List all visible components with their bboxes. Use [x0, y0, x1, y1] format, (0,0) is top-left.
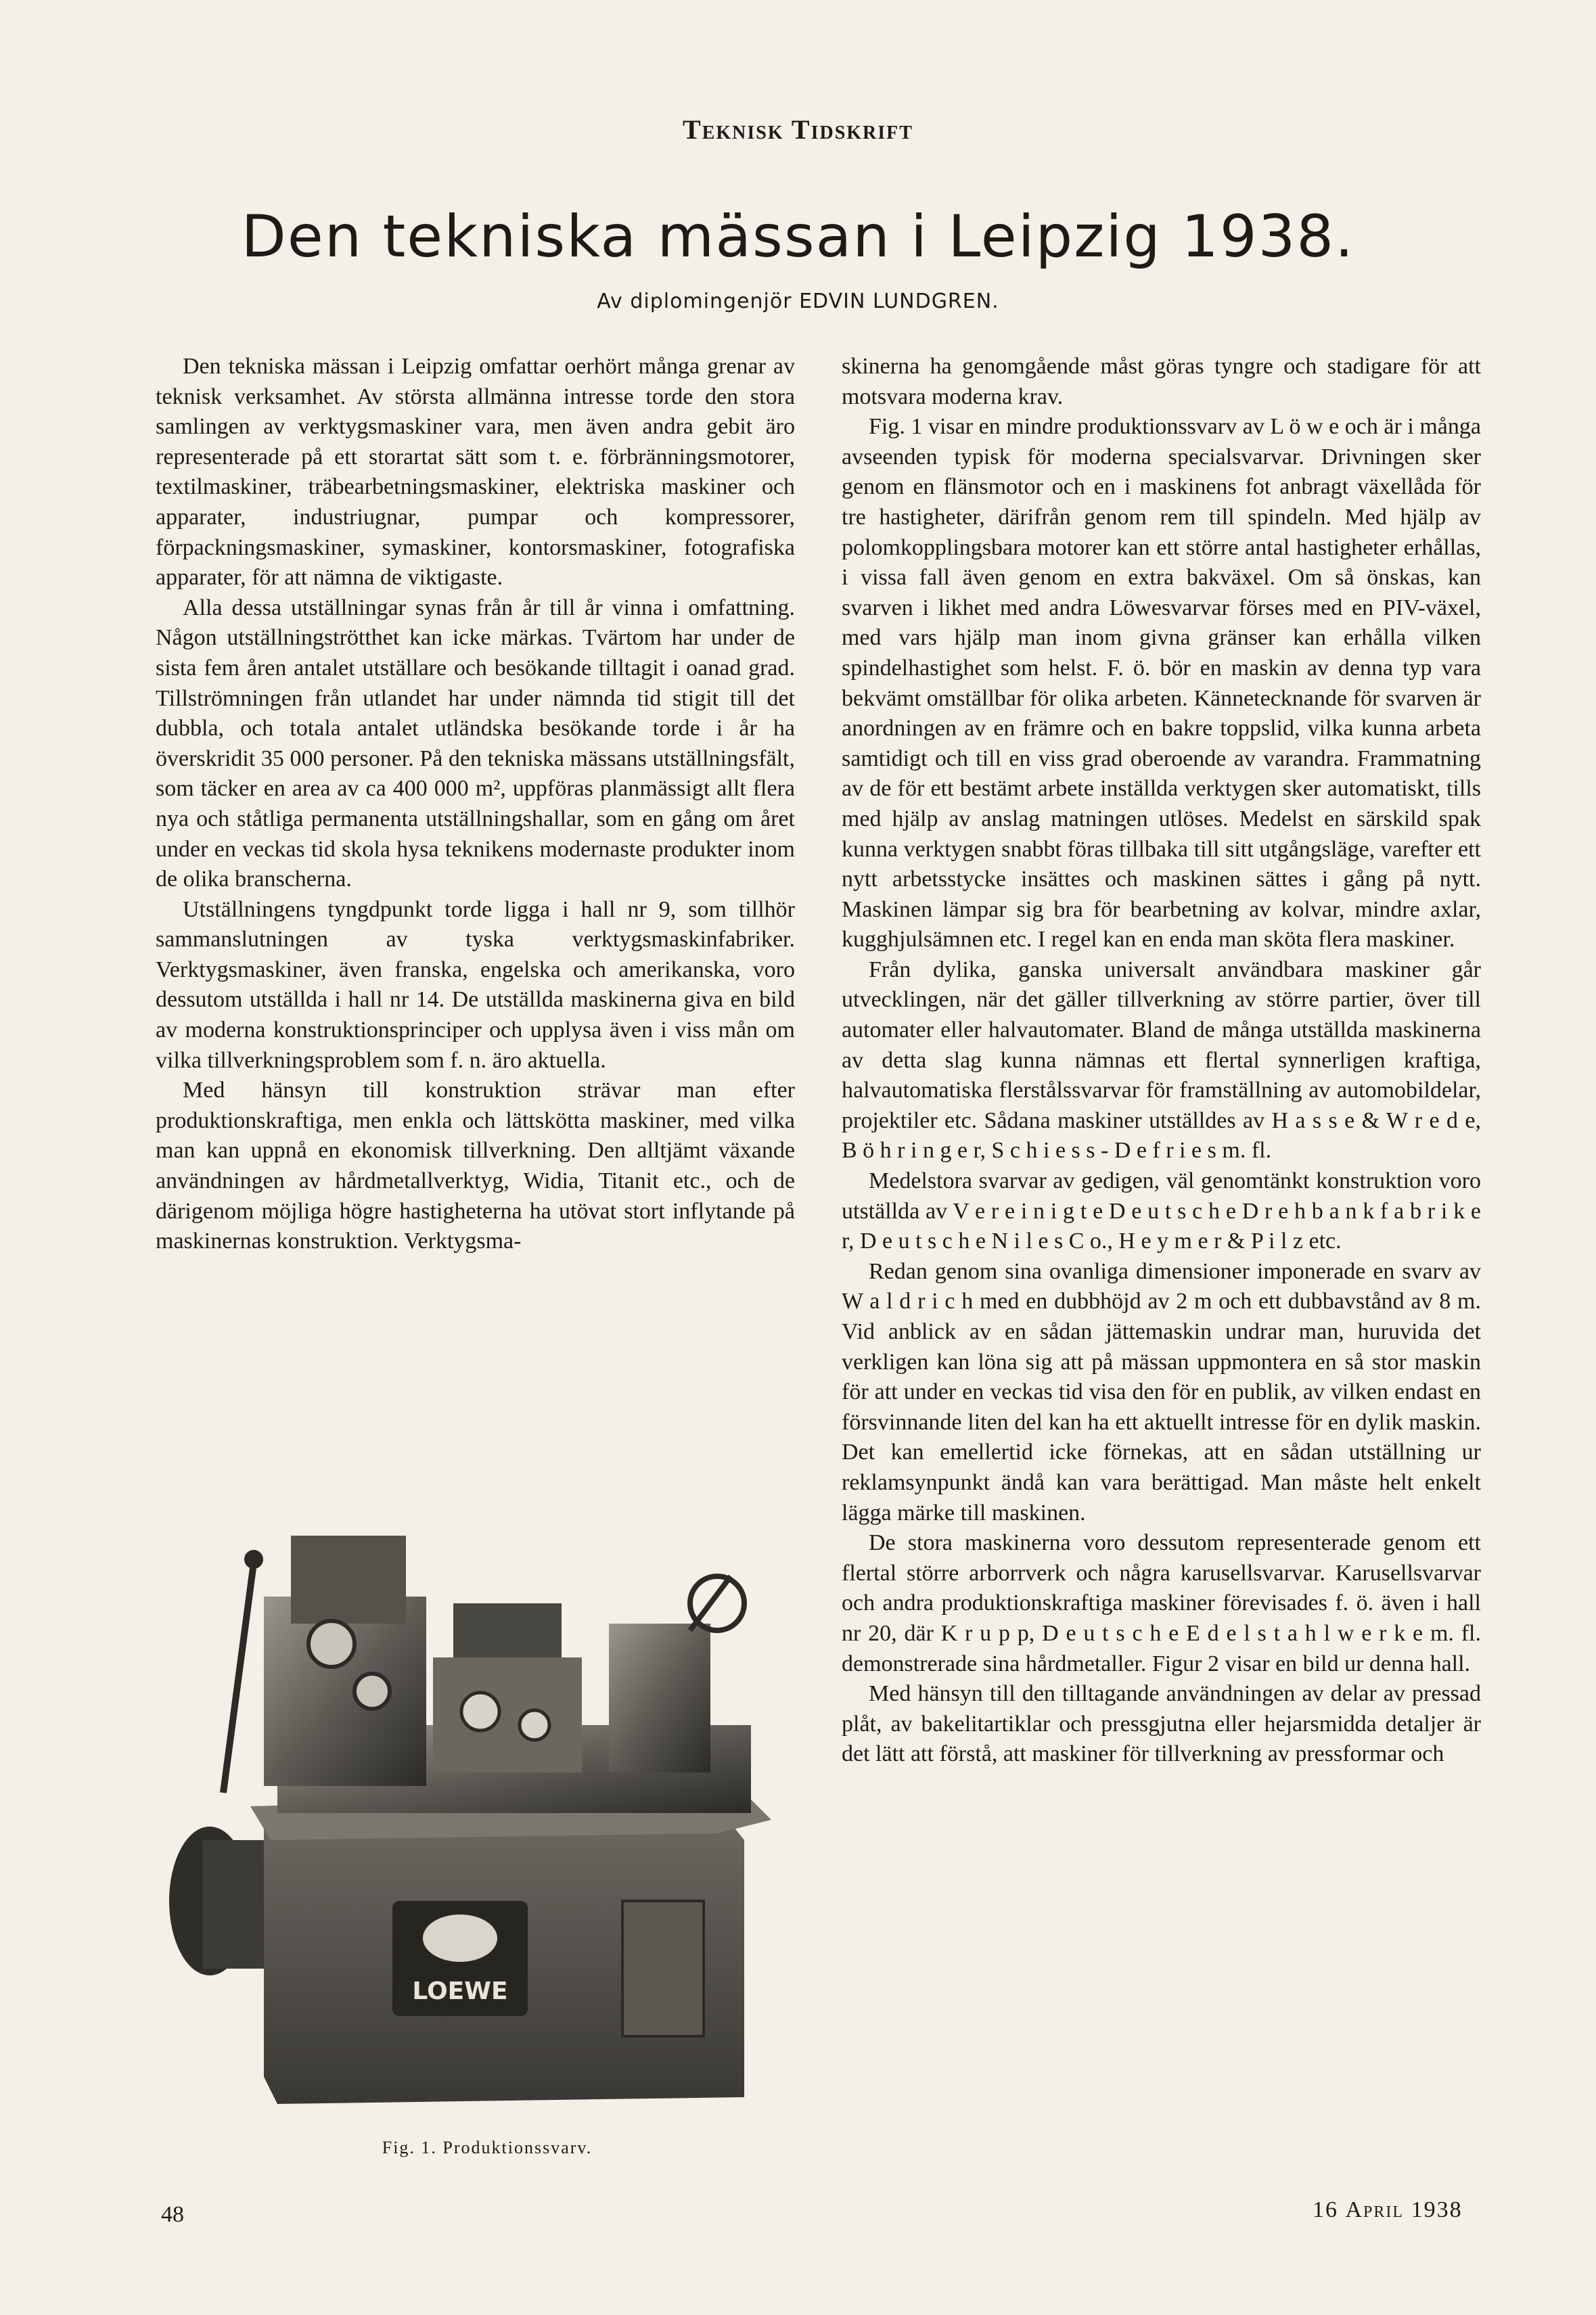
- page-number: 48: [161, 2202, 184, 2227]
- paragraph: De stora maskinerna voro dessutom representerade genom ett flertal större arborrverk och några karusellsvarvar. Karusellsvarvar och andra produktionskraftiga maskiner förevisades f. ö. även i hall nr 20, där K r u p p, D e u t s c h e E d e l s t a h l w e r k e m. fl. demonstrerade sina hårdmetaller. Figur 2 visar en bild ur denna hall.: [842, 1530, 1481, 1676]
- article-title: Den tekniska mässan i Leipzig 1938.: [241, 203, 1355, 271]
- paragraph: Med hänsyn till den tilltagande användningen av delar av pressad plåt, av bakelitartiklar och pressgjutna eller hejarsmidda detaljer är det lätt att förstå, att maskiner för tillverkning av pressformar och: [842, 1681, 1481, 1767]
- date-month: April: [1345, 2197, 1405, 2222]
- paragraph: Redan genom sina ovanliga dimensioner imponerade en svarv av W a l d r i c h med en dubbhöjd av 2 m och ett dubbavstånd av 8 m. Vid anblick av en sådan jättemaskin undrar man, huruvida det verkligen kan löna sig att på mässan uppmontera en så stor maskin för att under en veckas tid visa den för en publik, av vilken endast en försvinnande liten del kan ha ett aktuellt intresse för en dylik maskin. Det kan emellertid icke förnekas, att en sådan utställning ur reklamsynpunkt ändå kan vara berättigad. Man måste helt enkelt lägga märke till maskinen.: [842, 1258, 1481, 1526]
- paragraph: Från dylika, ganska universalt användbara maskiner går utvecklingen, när det gäller tillverkning av större partier, över till automater eller halvautomater. Bland de många utställda maskinerna av detta slag kunna nämnas ett flertal synnerligen kraftiga, halvautomatiska flerstålssvarvar för framställning av automobildelar, projektiler etc. Sådana maskiner utställdes av H a s s e & W r e d e, B ö h r i n g e r, S c h i e s s - D e f r i e s m. fl.: [842, 957, 1481, 1164]
- lathe-illustration: [162, 1522, 812, 2117]
- paragraph: Fig. 1 visar en mindre produktionssvarv av L ö w e och är i många avseenden typisk för moderna specialsvarvar. Drivningen sker genom en flänsmotor och en i maskinens fot anbragt växellåda för tre hastigheter, därifrån genom rem till spindeln. Med hjälp av polomkopplingsbara motorer kan ett större antal hastigheter erhållas, i vissa fall även genom en extra bakväxel. Om så önskas, kan svarven i likhet med andra Löwesvarvar förses med en PIV-växel, med vars hjälp man inom givna gränser kan erhålla vilken spindelhastighet som helst. F. ö. bör en maskin av denna typ vara bekvämt omställbar för olika arbeten. Kännetecknande för svarven är anordningen av en främre och en bakre toppslid, vilka kunna arbeta samtidigt och till en viss grad oberoende av varandra. Frammatning av de för ett bestämt arbete inställda verktygen sker automatiskt, tills med hjälp av anslag matningen utlöses. Medelst en särskild spak kunna verktygen snabbt föras tillbaka till sitt utgångsläge, varefter ett nytt arbetsstycke insättes och maskinen sättes i gång på nytt. Maskinen lämpar sig bra för bearbetning av kolvar, mindre axlar, kugghjulsämnen etc. I regel kan en enda man sköta flera maskiner.: [842, 414, 1481, 953]
- date-day: 16: [1313, 2197, 1338, 2222]
- figure-caption: Fig. 1. Produktionssvarv.: [382, 2138, 593, 2157]
- lathe-photo: [162, 1522, 812, 2117]
- paragraph: Utställningens tyngdpunkt torde ligga i hall nr 9, som tillhör sammanslutningen av tyska verktygsmaskinfabriker. Verktygsmaskiner, även franska, engelska och amerikanska, voro dessutom utställda i hall nr 14. De utställda maskinerna giva en bild av moderna konstruktionsprinciper och upplysa även i viss mån om vilka tillverkningsproblem som f. n. äro aktuella.: [156, 896, 795, 1073]
- paragraph: Med hänsyn till konstruktion strävar man efter produktionskraftiga, men enkla och lättskötta maskiner, med vilka man kan uppnå en ekonomisk tillverkning. Den alltjämt växande användningen av hårdmetallverktyg, Widia, Titanit etc., och de därigenom möjliga högre hastigheterna ha utövat stort inflytande på maskinernas konstruktion. Verktygsma-: [156, 1078, 795, 1254]
- date-year: 1938: [1411, 2197, 1463, 2222]
- paragraph: Medelstora svarvar av gedigen, väl genomtänkt konstruktion voro utställda av V e r e i n i g t e D e u t s c h e D r e h b a n k f a b r i k e r, D e u t s c h e N i l e s C o., H e y m e r & P i l z etc.: [842, 1168, 1481, 1254]
- paragraph: Den tekniska mässan i Leipzig omfattar oerhört många grenar av teknisk verksamhet. Av största allmänna intresse torde den stora samlingen av verktygsmaskiner vara, men även andra gebit äro representerade på ett storartat sätt som t. e. förbränningsmotorer, textilmaskiner, träbearbetningsmaskiner, elektriska maskiner och apparater, industriugnar, pumpar och kompressorer, förpackningsmaskiner, symaskiner, kontorsmaskiner, fotografiska apparater, för att nämna de viktigaste.: [156, 354, 795, 591]
- left-column: [156, 352, 795, 1257]
- byline: Av diplomingenjör EDVIN LUNDGREN.: [597, 290, 999, 313]
- paragraph: skinerna ha genomgående måst göras tyngre och stadigare för att motsvara moderna krav.: [842, 354, 1481, 409]
- paragraph: Alla dessa utställningar synas från år till år vinna i omfattning. Någon utställningströtthet kan icke märkas. Tvärtom har under de sista fem åren antalet utställare och besökande tilltagit i oanad grad. Tillströmningen från utlandet har under nämnda tid stigit till det dubbla, och totala antalet utländska besökande torde i år ha överskridit 35 000 personer. På den tekniska mässans utställningsfält, som täcker en area av ca 400 000 m², uppföras planmässigt allt flera nya och ståtliga permanenta utställningshallar, som en gång om året under en veckas tid skola hysa teknikens modernaste produkter inom de olika branscherna.: [156, 595, 795, 892]
- nameplate-text: LOEWE: [412, 1977, 508, 2005]
- masthead: Teknisk Tidskrift: [683, 114, 913, 145]
- lion-logo-icon: [423, 1915, 497, 1962]
- issue-date: [1313, 2197, 1463, 2223]
- right-column: [842, 352, 1481, 1770]
